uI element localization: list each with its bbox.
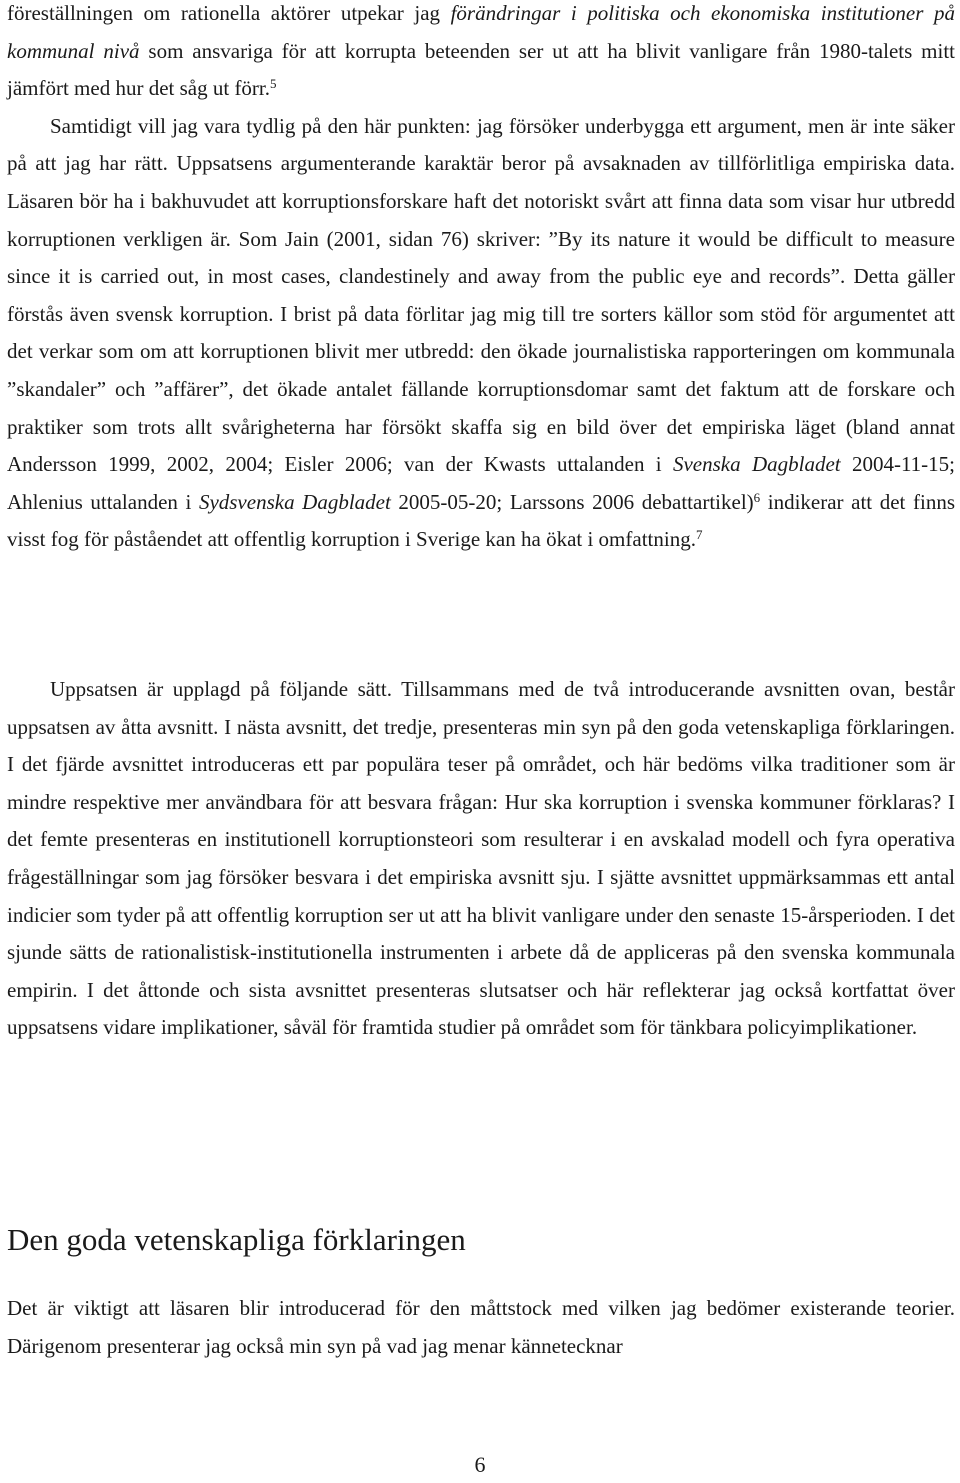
- para1-text-f: indikerar att det finns visst fog för påståendet att offentlig korruption i Sverige kan ha ökat i omfattning.: [7, 489, 955, 552]
- para1-text-d: 2004-11-15; Ahlenius uttalanden i: [7, 452, 956, 514]
- footnote-ref-7[interactable]: 7: [695, 527, 703, 543]
- para1-italic-a: förändringar i politiska och ekonomiska institutioner på kommunal nivå: [7, 1, 955, 63]
- body-paragraph-3: Det är viktigt att läsaren blir introducerad för den måttstock med vilken jag bedömer existerande teorier. Därigenom presenterar jag också min syn på vad jag menar kännetecknar: [7, 1296, 955, 1358]
- body-paragraph-1: [7, 0, 955, 559]
- body-paragraph-2: Uppsatsen är upplagd på följande sätt. Tillsammans med de två introducerande avsnitten ovan, består uppsatsen av åtta avsnitt. I nästa avsnitt, det tredje, presenteras min syn på den goda vetenskapliga förklaringen. I det fjärde avsnittet introduceras ett par populära teser på området, och här bedöms vilka traditioner som är mindre respektive mer användbara för att besvara frågan: Hur ska korruption i svenska kommuner förklaras? I det femte presenteras en institutionell korruptionsteori som resulterar i en avskalad modell och fyra operativa frågeställningar som jag försöker besvara i det empiriska avsnitt sju. I sjätte avsnittet uppmärksammas ett antal indicier som tyder på att offentlig korruption ser ut att ha blivit vanligare under den senaste 15-årsperioden. I det sjunde sätts de rationalistisk-institutionella instrumenten i arbete då de appliceras på den svenska kommunala empirin. I det åttonde och sista avsnittet presenteras slutsatser och här reflekterar jag också kortfattat över uppsatsens vidare implikationer, såväl för framtida studier på området som för tänkbara policyimplikationer.: [7, 677, 955, 1040]
- footnote-ref-6[interactable]: 6: [753, 489, 761, 505]
- para1-text-b: som ansvariga för att korrupta beteenden ser ut att ha blivit vanligare från 1980-talets mitt jämfört med hur det såg ut förr.: [7, 38, 955, 101]
- para1-text-c: Samtidigt vill jag vara tydlig på den här punkten: jag försöker underbygga ett argument, men är inte säker på att jag har rätt. Uppsatsens argumenterande karaktär beror på avsaknaden av tillförlitliga empiriska data. Läsaren bör ha i bakhuvudet att korruptionsforskare haft det notoriskt svårt att finna data som visar hur utbredd korruptionen verkligen är. Som Jain (2001, sidan 76) skriver: ”By its nature it would be difficult to measure since it is carried out, in most cases, clandestinely and away from the public eye and records”. Detta gäller förstås även svensk korruption. I brist på data förlitar jag mig till tre sorters källor som stöd för argumentet att det verkar som om att korruptionen blivit mer utbredd: den ökade journalistiska rapporteringen om kommunala ”skandaler” och ”affärer”, det ökade antalet fällande korruptionsdomar samt det faktum att de forskare och praktiker som trots allt svårigheterna har försökt skaffa sig en bild över det empiriska läget (bland annat Andersson 1999, 2002, 2004; Eisler 2006; van der Kwasts uttalanden i: [7, 113, 955, 477]
- para1-italic-b: Svenska Dagbladet: [672, 452, 841, 477]
- para1-text-e: 2005-05-20; Larssons 2006 debattartikel): [390, 489, 754, 514]
- para1-text-a: föreställningen om rationella aktörer utpekar jag: [7, 1, 451, 25]
- footnote-ref-5[interactable]: 5: [270, 76, 277, 92]
- para1-italic-c: Sydsvenska Dagbladet: [198, 489, 391, 514]
- page-number: 6: [474, 1452, 486, 1477]
- section-heading: Den goda vetenskapliga förklaringen: [7, 1222, 466, 1257]
